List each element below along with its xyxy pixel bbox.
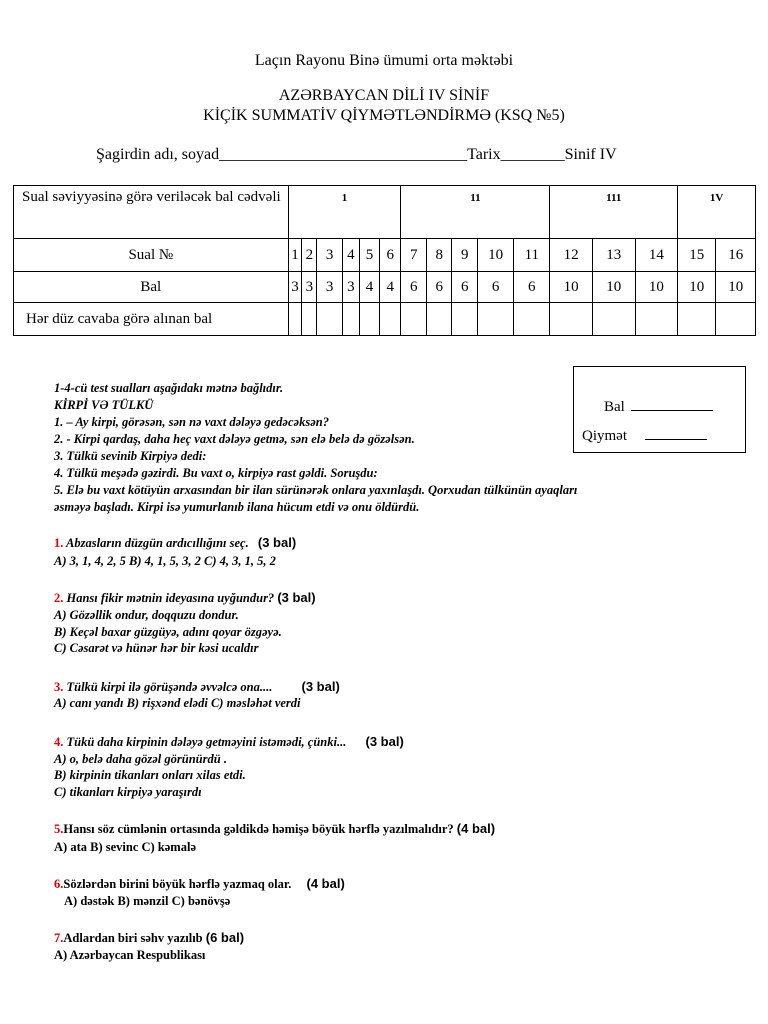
answer-cell[interactable] (592, 303, 635, 336)
table-cell: 10 (592, 272, 635, 303)
question-2 (54, 590, 316, 606)
passage-title: KİRPİ VƏ TÜLKÜ (54, 398, 154, 412)
answer-options: A) canı yandı B) rişxənd elədi C) məsləhət verdi (54, 696, 301, 710)
answer-cell[interactable] (317, 303, 343, 336)
earned-points-label: Hər düz cavaba görə alınan bal (14, 303, 289, 336)
answer-option[interactable]: A) Azərbaycan Respublikası (54, 948, 206, 962)
answer-options: A) dəstək B) mənzil C) bənövşə (64, 894, 231, 908)
assessment-title: KİÇİK SUMMATİV QİYMƏTLƏNDİRMƏ (KSQ №5) (203, 107, 565, 124)
question-number: 2. (54, 591, 64, 605)
answer-cell[interactable] (678, 303, 716, 336)
table-cell: 3 (342, 272, 359, 303)
passage-line: 3. Tülkü sevinib Kirpiyə dedi: (54, 449, 207, 463)
table-cell: 15 (678, 239, 716, 272)
question-number: 7. (54, 931, 64, 945)
table-cell: 9 (452, 239, 478, 272)
table-cell: 10 (635, 272, 678, 303)
school-name: Laçın Rayonu Binə ümumi orta məktəbi (254, 52, 514, 69)
score-line (604, 397, 713, 416)
passage-line: 5. Elə bu vaxt kötüyün arxasından bir ilan sürünərək onlara yaxınlaşdı. Qorxudan tülkünün ayaqları (54, 483, 578, 497)
answer-cell[interactable] (716, 303, 756, 336)
answer-option[interactable]: C) tikanları kirpiyə yaraşırdı (54, 785, 202, 799)
passage-line: 1. – Ay kirpi, görəsən, sən nə vaxt dələyə gedəcəksən? (54, 415, 329, 429)
question-number: 1. (54, 536, 64, 550)
table-cell: 6 (380, 239, 401, 272)
question-points: (3 bal) (301, 679, 340, 694)
score-table (13, 185, 756, 336)
question-number: 6. (54, 877, 64, 891)
question-text: Sözlərdən birini böyük hərflə yazmaq olar. (63, 877, 292, 891)
question-text: Adlardan biri səhv yazılıb (63, 931, 203, 945)
table-cell: 14 (635, 239, 678, 272)
table-cell: 4 (359, 272, 379, 303)
answer-cell[interactable] (452, 303, 478, 336)
question-points: (3 bal) (365, 734, 404, 749)
grade-box (573, 366, 746, 453)
question-number: 4. (54, 735, 64, 749)
level-cell: 111 (550, 186, 678, 239)
question-points: (3 bal) (257, 535, 297, 550)
question-number: 3. (54, 680, 64, 694)
table-cell: 3 (317, 272, 343, 303)
table-cell: 3 (302, 272, 317, 303)
question-number: 5. (54, 822, 64, 836)
table-cell: 12 (550, 239, 593, 272)
question-7 (54, 930, 244, 946)
table-cell: 10 (550, 272, 593, 303)
answer-option[interactable]: A) o, belə daha gözəl görünürdü . (54, 752, 227, 766)
question-points: (4 bal) (456, 821, 496, 836)
table-row (14, 186, 756, 239)
answer-option[interactable]: A) Gözəllik ondur, doqquzu dondur. (54, 608, 239, 622)
question-6 (54, 876, 345, 892)
question-text: Hansı söz cümlənin ortasında gəldikdə həmişə böyük hərflə yazılmalıdır? (63, 822, 454, 836)
score-blank[interactable] (631, 397, 713, 411)
answer-cell[interactable] (380, 303, 401, 336)
table-cell: 6 (401, 272, 427, 303)
level-cell: 11 (401, 186, 550, 239)
answer-cell[interactable] (478, 303, 514, 336)
table-cell: 11 (514, 239, 550, 272)
answer-cell[interactable] (288, 303, 302, 336)
student-info-line: Şagirdin adı, soyad_______________________________Tarix________Sinif IV (96, 146, 617, 163)
level-header-cell: Sual səviyyəsinə görə veriləcək bal cədvəli (14, 186, 289, 239)
table-cell: 2 (302, 239, 317, 272)
question-points: (3 bal) (277, 590, 316, 605)
answer-cell[interactable] (550, 303, 593, 336)
answer-option[interactable]: C) Cəsarət və hünər hər bir kəsi ucaldır (54, 641, 259, 655)
answer-option[interactable]: B) Keçəl baxar güzgüyə, adını qoyar özgəyə. (54, 625, 282, 639)
level-cell: 1V (678, 186, 756, 239)
table-cell: 3 (317, 239, 343, 272)
question-number-label: Sual № (14, 239, 289, 272)
answer-cell[interactable] (359, 303, 379, 336)
answer-cell[interactable] (401, 303, 427, 336)
answer-option[interactable]: B) kirpinin tikanları onları xilas etdi. (54, 768, 246, 782)
table-row (14, 239, 756, 272)
grade-label: Qiymət (582, 428, 627, 444)
question-3 (54, 679, 340, 695)
question-5 (54, 821, 495, 837)
score-label: Bal (604, 399, 625, 415)
answer-cell[interactable] (514, 303, 550, 336)
answer-cell[interactable] (342, 303, 359, 336)
question-points: (4 bal) (306, 876, 345, 891)
answer-options: A) 3, 1, 4, 2, 5 B) 4, 1, 5, 3, 2 C) 4, 3, 1, 5, 2 (54, 554, 276, 568)
table-cell: 4 (342, 239, 359, 272)
table-cell: 1 (288, 239, 302, 272)
question-text: Hansı fikir mətnin ideyasına uyğundur? (66, 591, 275, 605)
table-row (14, 303, 756, 336)
table-cell: 10 (716, 272, 756, 303)
table-cell: 7 (401, 239, 427, 272)
question-4 (54, 734, 404, 750)
table-cell: 5 (359, 239, 379, 272)
instruction-text: 1-4-cü test sualları aşağıdakı mətnə bağlıdır. (54, 381, 284, 395)
passage-line: 2. - Kirpi qardaş, daha heç vaxt dələyə getmə, sən elə belə də gözəlsən. (54, 432, 415, 446)
table-cell: 6 (452, 272, 478, 303)
grade-blank[interactable] (645, 426, 707, 440)
table-cell: 6 (426, 272, 452, 303)
question-text: Abzasların düzgün ardıcıllığını seç. (66, 536, 249, 550)
table-cell: 8 (426, 239, 452, 272)
table-row (14, 272, 756, 303)
answer-cell[interactable] (426, 303, 452, 336)
passage-line: əsməyə başladı. Kirpi isə yumurlanıb ilana hücum etdi və onu öldürdü. (54, 500, 420, 514)
table-cell: 13 (592, 239, 635, 272)
question-points: (6 bal) (205, 930, 245, 945)
level-cell: 1 (288, 186, 401, 239)
question-text: Tükü daha kirpinin dələyə getməyini istəmədi, çünki... (66, 735, 347, 749)
table-cell: 3 (288, 272, 302, 303)
question-text: Tülkü kirpi ilə görüşəndə əvvəlcə ona.... (66, 680, 273, 694)
grade-line (582, 426, 707, 445)
table-cell: 4 (380, 272, 401, 303)
table-cell: 6 (478, 272, 514, 303)
points-label: Bal (14, 272, 289, 303)
table-cell: 6 (514, 272, 550, 303)
subject-title: AZƏRBAYCAN DİLİ IV SİNİF (278, 87, 490, 104)
answer-cell[interactable] (302, 303, 317, 336)
table-cell: 10 (478, 239, 514, 272)
answer-options: A) ata B) sevinc C) kəmalə (54, 840, 196, 854)
passage-line: 4. Tülkü meşədə gəzirdi. Bu vaxt o, kirpiyə rast gəldi. Soruşdu: (54, 466, 378, 480)
table-cell: 10 (678, 272, 716, 303)
question-1 (54, 535, 296, 551)
table-cell: 16 (716, 239, 756, 272)
answer-cell[interactable] (635, 303, 678, 336)
